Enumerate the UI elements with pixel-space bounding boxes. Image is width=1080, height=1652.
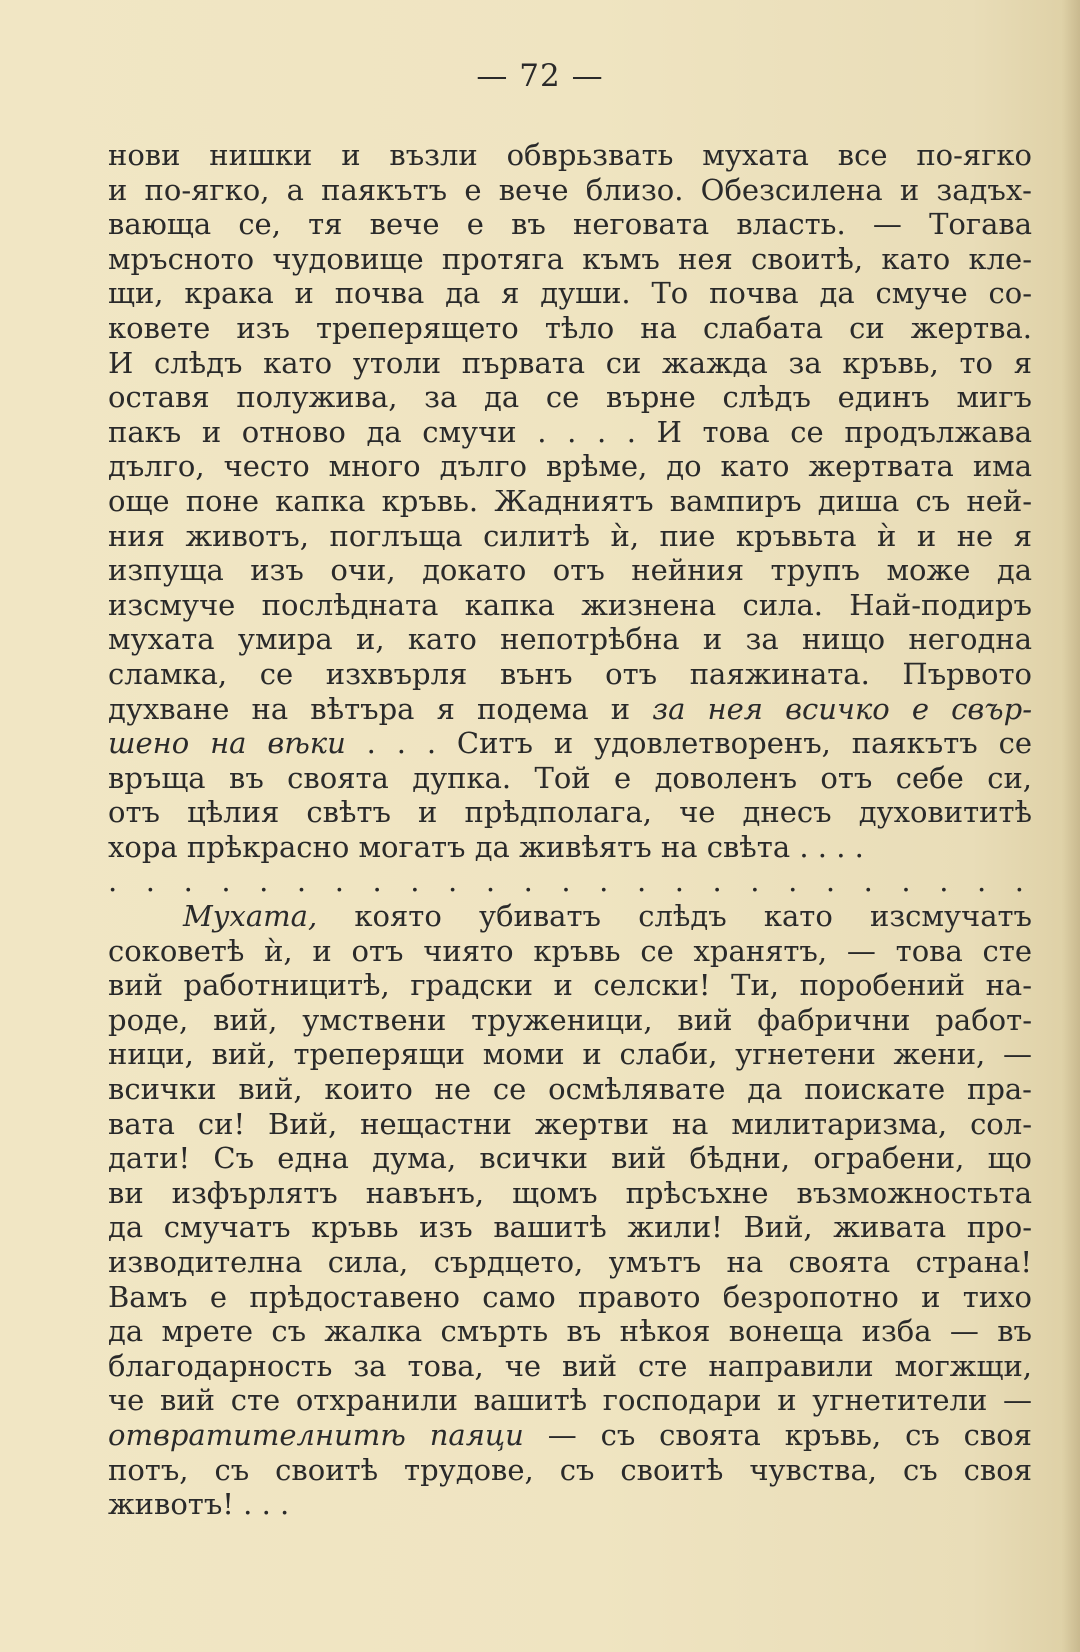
text-line: отъ цѣлия свѣтъ и прѣдполага, че днесъ духовититѣ — [108, 795, 1032, 830]
text-line: оставя полужива, за да се върне слѣдъ единъ мигъ — [108, 380, 1032, 415]
text-line: изсмуче послѣдната капка жизнена сила. Най-подиръ — [108, 587, 1032, 622]
text-line — [108, 726, 1032, 761]
text-line: да мрете съ жалка смърть въ нѣкоя вонеща изба — въ — [108, 1314, 1032, 1349]
page-edge-shadow — [1062, 0, 1080, 1652]
text-segment: която убиватъ слѣдъ като изсмучатъ — [317, 899, 1032, 934]
text-line: ния животъ, поглъща силитѣ ѝ, пие кръвьта ѝ и не я — [108, 518, 1032, 553]
text-line: благодарность за това, че вий сте направили могжщи, — [108, 1348, 1032, 1383]
text-line: животъ! . . . — [108, 1487, 290, 1522]
text-line: дълго, често много дълго врѣме, до като жертвата има — [108, 449, 1032, 484]
text-line: връща въ своята дупка. Той е доволенъ отъ себе си, — [108, 760, 1032, 795]
text-line: сламка, се изхвърля вънъ отъ паяжината. Първото — [108, 656, 1032, 691]
text-line: ници, вий, треперящи моми и слаби, угнетени жени, — — [108, 1037, 1032, 1072]
text-line: всички вий, които не се осмѣлявате да поискате пра- — [108, 1072, 1032, 1107]
page-body-text — [108, 138, 1032, 1522]
italic-text: Мухата, — [183, 899, 318, 934]
text-line: да смучатъ кръвь изъ вашитѣ жили! Вий, живата про- — [108, 1210, 1032, 1245]
text-line: вий работницитѣ, градски и селски! Ти, поробений на- — [108, 968, 1032, 1003]
text-line: ви изфърлятъ навънъ, щомъ прѣсъхне възможностьта — [108, 1175, 1032, 1210]
text-line: щи, крака и почва да я души. То почва да смуче со- — [108, 276, 1032, 311]
text-line: хора прѣкрасно могатъ да живѣятъ на свѣта . . . . — [108, 829, 864, 864]
text-line: И слѣдъ като утоли първата си жажда за кръвь, то я — [108, 345, 1032, 380]
italic-text: за нея всичко е свър- — [652, 691, 1032, 726]
text-line: изпуща изъ очи, докато отъ нейния трупъ може да — [108, 553, 1032, 588]
text-line: вающа се, тя вече е въ неговата власть. — Тогава — [108, 207, 1032, 242]
text-line: дати! Съ една дума, всички вий бѣдни, ограбени, що — [108, 1141, 1032, 1176]
text-line: нови нишки и възли обврьзвать мухата все по-ягко — [108, 138, 1032, 172]
text-line: вата си! Вий, нещастни жертви на милитаризма, сол- — [108, 1106, 1032, 1141]
text-line: роде, вий, умствени труженици, вий фабрични работ- — [108, 1002, 1032, 1037]
text-line: Вамъ е прѣдоставено само правото безропотно и тихо — [108, 1279, 1032, 1314]
text-line: и по-ягко, а паякътъ е вече близо. Обезсилена и задъх- — [108, 172, 1032, 207]
text-line: соковетѣ ѝ, и отъ чиято кръвь се хранятъ, — това сте — [108, 933, 1032, 968]
italic-text: отвратителнитѣ паяци — [108, 1417, 524, 1452]
text-line: още поне капка кръвь. Жадниятъ вампиръ диша съ ней- — [108, 483, 1032, 518]
text-segment: духване на вѣтъра я подема и — [108, 691, 631, 726]
text-line — [108, 899, 1032, 934]
ellipsis-row: . . . . . . . . . . . . . . . . . . . . . . . . . — [108, 864, 1032, 899]
text-line: че вий сте отхранили вашитѣ господари и угнетители — — [108, 1383, 1032, 1418]
text-segment: — съ своята кръвь, съ своя — [523, 1417, 1032, 1452]
text-line: пакъ и отново да смучи . . . . И това се продължава — [108, 414, 1032, 449]
text-segment: . . . Ситъ и удовлетворенъ, паякътъ се — [345, 726, 1032, 761]
text-line — [108, 1418, 1032, 1453]
text-line: ковете изъ треперящето тѣло на слабата си жертва. — [108, 310, 1032, 345]
text-line: потъ, съ своитѣ трудове, съ своитѣ чувства, съ своя — [108, 1452, 1032, 1487]
text-line: мръсното чудовище протяга къмъ нея своитѣ, като кле- — [108, 241, 1032, 276]
page-number: — 72 — — [476, 58, 604, 94]
text-line: мухата умира и, като непотрѣбна и за нищо негодна — [108, 622, 1032, 657]
text-line — [108, 692, 1032, 727]
italic-text: шено на вѣки — [108, 726, 346, 761]
text-line: изводителна сила, сърдцето, умътъ на своята страна! — [108, 1245, 1032, 1279]
